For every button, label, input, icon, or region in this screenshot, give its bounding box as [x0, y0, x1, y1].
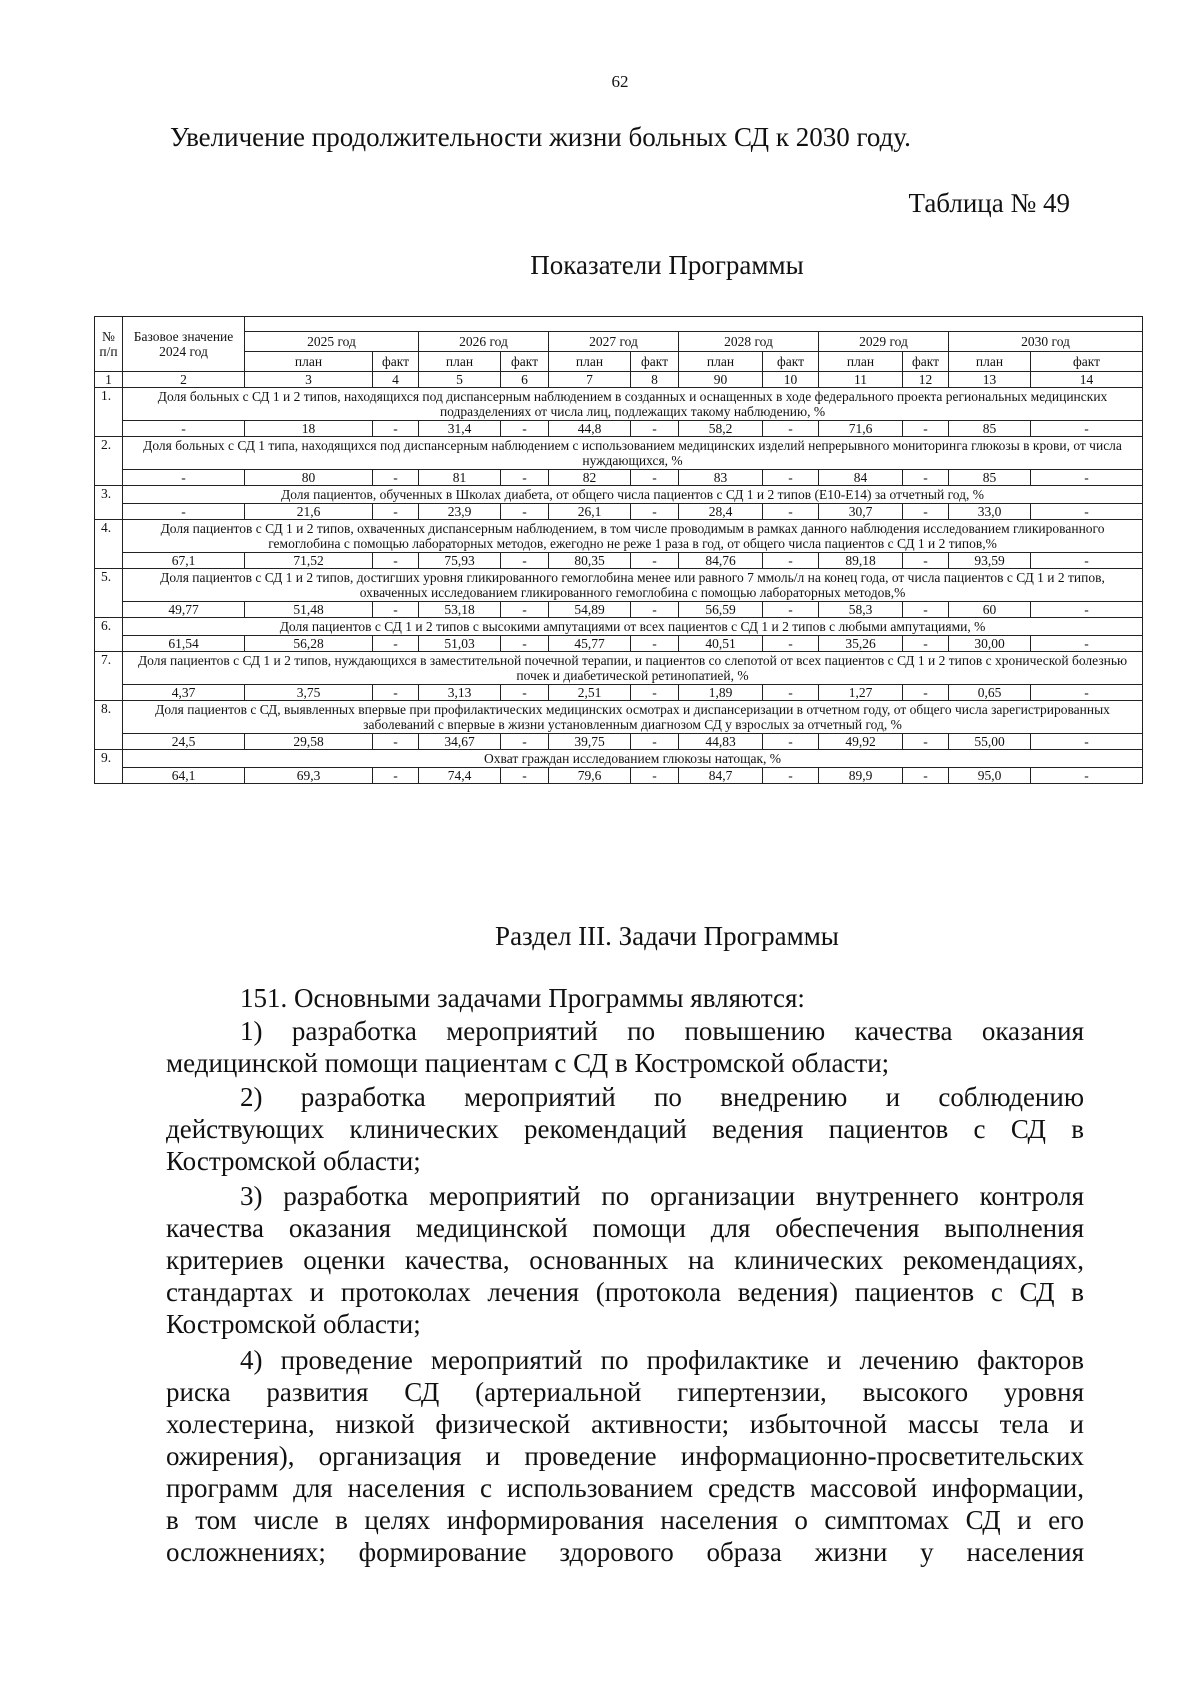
- indicator-values-row: [95, 685, 1143, 701]
- paragraph-intro: [166, 982, 1084, 1014]
- value-cell: 74,4: [419, 768, 501, 784]
- value-cell: -: [1031, 553, 1143, 569]
- indicator-desc-row: [95, 437, 1143, 470]
- header-fact: факт: [373, 352, 419, 372]
- header-year: 2029 год: [819, 332, 949, 352]
- paragraph-line: 2) разработка мероприятий по внедрению и соблюдению: [240, 1082, 1084, 1112]
- value-cell: -: [903, 685, 949, 701]
- column-number: 14: [1031, 372, 1143, 388]
- base-value-cell: 24,5: [123, 734, 245, 750]
- base-value-cell: 61,54: [123, 636, 245, 652]
- indicator-description: Доля пациентов с СД, выявленных впервые при профилактических медицинских осмотрах и диспансеризации в отчетном году, от общего числа зарегистрированных заболеваний с впервые в жизни установленным диагнозом СД у взрослых за отчетный год, %: [123, 701, 1143, 734]
- header-fact: факт: [1031, 352, 1143, 372]
- paragraph-line: в том числе в целях информирования населения о симптомах СД и его: [166, 1505, 1084, 1535]
- paragraph-line: программ для населения с использованием средств массовой информации,: [166, 1473, 1084, 1503]
- value-cell: -: [501, 421, 549, 437]
- value-cell: -: [903, 470, 949, 486]
- value-cell: 40,51: [679, 636, 763, 652]
- value-cell: -: [1031, 734, 1143, 750]
- indicator-description: Охват граждан исследованием глюкозы натощак, %: [123, 750, 1143, 768]
- indicator-description: Доля пациентов, обученных в Школах диабета, от общего числа пациентов с СД 1 и 2 типов (Е10-Е14) за отчетный год, %: [123, 486, 1143, 504]
- value-cell: -: [903, 734, 949, 750]
- value-cell: -: [373, 768, 419, 784]
- header-plan: план: [419, 352, 501, 372]
- indicator-description: Доля больных с СД 1 типа, находящихся под диспансерным наблюдением с использованием медицинских изделий непрерывного мониторинга глюкозы в крови, от числа нуждающихся, %: [123, 437, 1143, 470]
- header-year: 2025 год: [245, 332, 419, 352]
- indicators-table: [94, 316, 1143, 784]
- header-fact: факт: [763, 352, 819, 372]
- value-cell: 83: [679, 470, 763, 486]
- indicator-description: Доля пациентов с СД 1 и 2 типов, достигших уровня гликированного гемоглобина менее или равного 7 ммоль/л на конец года, от числа пациентов с СД 1 и 2 типов, охваченных исследованием гликированного гемоглобина с помощью лабораторных методов,%: [123, 569, 1143, 602]
- value-cell: -: [373, 504, 419, 520]
- value-cell: -: [631, 421, 679, 437]
- value-cell: -: [373, 602, 419, 618]
- value-cell: 44,8: [549, 421, 631, 437]
- value-cell: 84,7: [679, 768, 763, 784]
- value-cell: -: [631, 768, 679, 784]
- value-cell: 85: [949, 470, 1031, 486]
- value-cell: 33,0: [949, 504, 1031, 520]
- column-numbers-row: [95, 372, 1143, 388]
- value-cell: 49,92: [819, 734, 903, 750]
- value-cell: 21,6: [245, 504, 373, 520]
- value-cell: 85: [949, 421, 1031, 437]
- value-cell: -: [631, 470, 679, 486]
- indicator-number: 1.: [95, 388, 123, 437]
- value-cell: 0,65: [949, 685, 1031, 701]
- value-cell: -: [763, 734, 819, 750]
- header-years-row: [95, 332, 1143, 352]
- indicator-description: Доля больных с СД 1 и 2 типов, находящихся под диспансерным наблюдением в созданных и оснащенных в ходе федерального проекта региональных медицинских подразделениях от числа лиц, подлежащих такому наблюдению, %: [123, 388, 1143, 421]
- value-cell: -: [631, 685, 679, 701]
- column-number: 6: [501, 372, 549, 388]
- page-number: 62: [611, 72, 629, 91]
- value-cell: -: [903, 768, 949, 784]
- value-cell: -: [501, 768, 549, 784]
- indicator-desc-row: [95, 652, 1143, 685]
- value-cell: -: [501, 685, 549, 701]
- paragraph-line: медицинской помощи пациентам с СД в Костромской области;: [166, 1048, 890, 1078]
- header-year: 2030 год: [949, 332, 1143, 352]
- indicator-values-row: [95, 470, 1143, 486]
- value-cell: 55,00: [949, 734, 1031, 750]
- header-blank: [245, 317, 1143, 332]
- value-cell: -: [903, 602, 949, 618]
- indicator-description: Доля пациентов с СД 1 и 2 типов, нуждающихся в заместительной почечной терапии, и пациентов со слепотой от всех пациентов с СД 1 и 2 типов с хронической болезнью почек и диабетической ретинопатией, %: [123, 652, 1143, 685]
- column-number: 10: [763, 372, 819, 388]
- value-cell: 54,89: [549, 602, 631, 618]
- value-cell: -: [903, 636, 949, 652]
- value-cell: 79,6: [549, 768, 631, 784]
- paragraph-line: Костромской области;: [166, 1146, 421, 1176]
- header-year: 2027 год: [549, 332, 679, 352]
- value-cell: -: [1031, 421, 1143, 437]
- value-cell: -: [763, 553, 819, 569]
- value-cell: 3,75: [245, 685, 373, 701]
- column-number: 90: [679, 372, 763, 388]
- value-cell: -: [631, 602, 679, 618]
- value-cell: 18: [245, 421, 373, 437]
- value-cell: 26,1: [549, 504, 631, 520]
- indicator-values-row: [95, 636, 1143, 652]
- column-number: 1: [95, 372, 123, 388]
- value-cell: 44,83: [679, 734, 763, 750]
- paragraph-line: ожирения), организация и проведение информационно-просветительских: [166, 1441, 1084, 1471]
- indicator-number: 6.: [95, 618, 123, 652]
- value-cell: -: [631, 636, 679, 652]
- value-cell: 51,03: [419, 636, 501, 652]
- value-cell: 53,18: [419, 602, 501, 618]
- value-cell: 34,67: [419, 734, 501, 750]
- paragraph-task-1: [166, 1015, 1084, 1079]
- value-cell: -: [763, 636, 819, 652]
- paragraph-task-3: [166, 1180, 1084, 1340]
- indicator-desc-row: [95, 569, 1143, 602]
- indicator-desc-row: [95, 388, 1143, 421]
- column-number: 5: [419, 372, 501, 388]
- value-cell: 28,4: [679, 504, 763, 520]
- value-cell: -: [373, 685, 419, 701]
- value-cell: 81: [419, 470, 501, 486]
- indicator-values-row: [95, 421, 1143, 437]
- section-title: Раздел III. Задачи Программы: [495, 921, 839, 951]
- value-cell: -: [903, 553, 949, 569]
- value-cell: 75,93: [419, 553, 501, 569]
- indicator-description: Доля пациентов с СД 1 и 2 типов, охваченных диспансерным наблюдением, в том числе проводимым в рамках данного наблюдения исследованием гликированного гемоглобина с помощью лабораторных методов, ежегодно не реже 1 раза в год, от общего числа пациентов с СД 1 и 2 типов,%: [123, 520, 1143, 553]
- value-cell: -: [763, 504, 819, 520]
- value-cell: 35,26: [819, 636, 903, 652]
- value-cell: -: [1031, 470, 1143, 486]
- indicator-description: Доля пациентов с СД 1 и 2 типов с высокими ампутациями от всех пациентов с СД 1 и 2 типов с любыми ампутациями, %: [123, 618, 1143, 636]
- indicator-desc-row: [95, 520, 1143, 553]
- indicator-desc-row: [95, 750, 1143, 768]
- column-number: 11: [819, 372, 903, 388]
- value-cell: -: [763, 602, 819, 618]
- indicator-values-row: [95, 553, 1143, 569]
- value-cell: 58,2: [679, 421, 763, 437]
- value-cell: 45,77: [549, 636, 631, 652]
- value-cell: -: [1031, 685, 1143, 701]
- value-cell: -: [501, 734, 549, 750]
- value-cell: -: [763, 421, 819, 437]
- header-year: 2026 год: [419, 332, 549, 352]
- value-cell: 2,51: [549, 685, 631, 701]
- paragraph-line: стандартах и протоколах лечения (протокола ведения) пациентов с СД в: [166, 1277, 1084, 1307]
- header-base: Базовое значение 2024 год: [123, 317, 245, 372]
- value-cell: 23,9: [419, 504, 501, 520]
- column-number: 7: [549, 372, 631, 388]
- paragraph-line: 4) проведение мероприятий по профилактике и лечению факторов: [240, 1345, 1084, 1375]
- value-cell: -: [373, 636, 419, 652]
- value-cell: 82: [549, 470, 631, 486]
- value-cell: -: [373, 421, 419, 437]
- paragraph-task-2: [166, 1081, 1084, 1177]
- indicator-number: 7.: [95, 652, 123, 701]
- value-cell: -: [373, 734, 419, 750]
- value-cell: 31,4: [419, 421, 501, 437]
- value-cell: -: [1031, 504, 1143, 520]
- header-fact: факт: [631, 352, 679, 372]
- header-year: 2028 год: [679, 332, 819, 352]
- column-number: 4: [373, 372, 419, 388]
- header-planfact-row: [95, 352, 1143, 372]
- value-cell: 56,59: [679, 602, 763, 618]
- base-value-cell: 67,1: [123, 553, 245, 569]
- value-cell: 69,3: [245, 768, 373, 784]
- value-cell: -: [763, 768, 819, 784]
- base-value-cell: -: [123, 504, 245, 520]
- value-cell: -: [903, 504, 949, 520]
- indicator-desc-row: [95, 486, 1143, 504]
- value-cell: -: [903, 421, 949, 437]
- indicator-number: 3.: [95, 486, 123, 520]
- paragraph-line: риска развития СД (артериальной гипертензии, высокого уровня: [166, 1377, 1084, 1407]
- value-cell: 3,13: [419, 685, 501, 701]
- column-number: 13: [949, 372, 1031, 388]
- value-cell: 30,00: [949, 636, 1031, 652]
- indicator-number: 5.: [95, 569, 123, 618]
- indicator-values-row: [95, 734, 1143, 750]
- column-number: 12: [903, 372, 949, 388]
- header-plan: план: [949, 352, 1031, 372]
- table-title: Показатели Программы: [530, 250, 804, 280]
- value-cell: 56,28: [245, 636, 373, 652]
- value-cell: -: [763, 470, 819, 486]
- value-cell: -: [373, 470, 419, 486]
- indicator-values-row: [95, 602, 1143, 618]
- paragraph-line: 151. Основными задачами Программы являются:: [240, 983, 805, 1013]
- paragraph-line: действующих клинических рекомендаций ведения пациентов с СД в: [166, 1114, 1084, 1144]
- indicator-desc-row: [95, 618, 1143, 636]
- value-cell: 84,76: [679, 553, 763, 569]
- value-cell: -: [1031, 636, 1143, 652]
- value-cell: 89,18: [819, 553, 903, 569]
- value-cell: -: [631, 553, 679, 569]
- value-cell: 1,89: [679, 685, 763, 701]
- value-cell: 58,3: [819, 602, 903, 618]
- value-cell: 30,7: [819, 504, 903, 520]
- base-value-cell: -: [123, 470, 245, 486]
- value-cell: 80,35: [549, 553, 631, 569]
- header-plan: план: [679, 352, 763, 372]
- indicator-number: 4.: [95, 520, 123, 569]
- value-cell: 39,75: [549, 734, 631, 750]
- value-cell: -: [501, 470, 549, 486]
- value-cell: -: [1031, 768, 1143, 784]
- indicator-number: 2.: [95, 437, 123, 486]
- value-cell: -: [631, 734, 679, 750]
- value-cell: 80: [245, 470, 373, 486]
- value-cell: -: [763, 685, 819, 701]
- value-cell: -: [501, 553, 549, 569]
- value-cell: 1,27: [819, 685, 903, 701]
- value-cell: 89,9: [819, 768, 903, 784]
- column-number: 3: [245, 372, 373, 388]
- value-cell: -: [373, 553, 419, 569]
- base-value-cell: 49,77: [123, 602, 245, 618]
- value-cell: 71,6: [819, 421, 903, 437]
- paragraph-line: 1) разработка мероприятий по повышению качества оказания: [240, 1016, 1084, 1046]
- column-number: 2: [123, 372, 245, 388]
- base-value-cell: 64,1: [123, 768, 245, 784]
- value-cell: 29,58: [245, 734, 373, 750]
- header-plan: план: [819, 352, 903, 372]
- header-fact: факт: [903, 352, 949, 372]
- table-caption: Таблица № 49: [908, 188, 1070, 218]
- base-value-cell: -: [123, 421, 245, 437]
- value-cell: 71,52: [245, 553, 373, 569]
- indicator-number: 8.: [95, 701, 123, 750]
- paragraph-task-4: [166, 1344, 1084, 1568]
- base-value-cell: 4,37: [123, 685, 245, 701]
- paragraph-line: качества оказания медицинской помощи для обеспечения выполнения: [166, 1213, 1084, 1243]
- value-cell: -: [631, 504, 679, 520]
- header-plan: план: [245, 352, 373, 372]
- indicator-desc-row: [95, 701, 1143, 734]
- intro-line: Увеличение продолжительности жизни больных СД к 2030 году.: [170, 122, 911, 152]
- indicator-values-row: [95, 768, 1143, 784]
- value-cell: 93,59: [949, 553, 1031, 569]
- indicator-number: 9.: [95, 750, 123, 784]
- value-cell: -: [501, 602, 549, 618]
- paragraph-line: Костромской области;: [166, 1309, 421, 1339]
- value-cell: 84: [819, 470, 903, 486]
- header-num: № п/п: [95, 317, 123, 372]
- paragraph-line: 3) разработка мероприятий по организации внутреннего контроля: [240, 1181, 1084, 1211]
- paragraph-line: критериев оценки качества, основанных на клинических рекомендациях,: [166, 1245, 1084, 1275]
- column-number: 8: [631, 372, 679, 388]
- header-fact: факт: [501, 352, 549, 372]
- value-cell: -: [1031, 602, 1143, 618]
- paragraph-line: холестерина, низкой физической активности; избыточной массы тела и: [166, 1409, 1084, 1439]
- value-cell: -: [501, 636, 549, 652]
- indicator-values-row: [95, 504, 1143, 520]
- value-cell: -: [501, 504, 549, 520]
- value-cell: 60: [949, 602, 1031, 618]
- header-row: [95, 317, 1143, 332]
- value-cell: 95,0: [949, 768, 1031, 784]
- header-plan: план: [549, 352, 631, 372]
- value-cell: 51,48: [245, 602, 373, 618]
- paragraph-line: осложнениях; формирование здорового образа жизни у населения: [166, 1537, 1084, 1567]
